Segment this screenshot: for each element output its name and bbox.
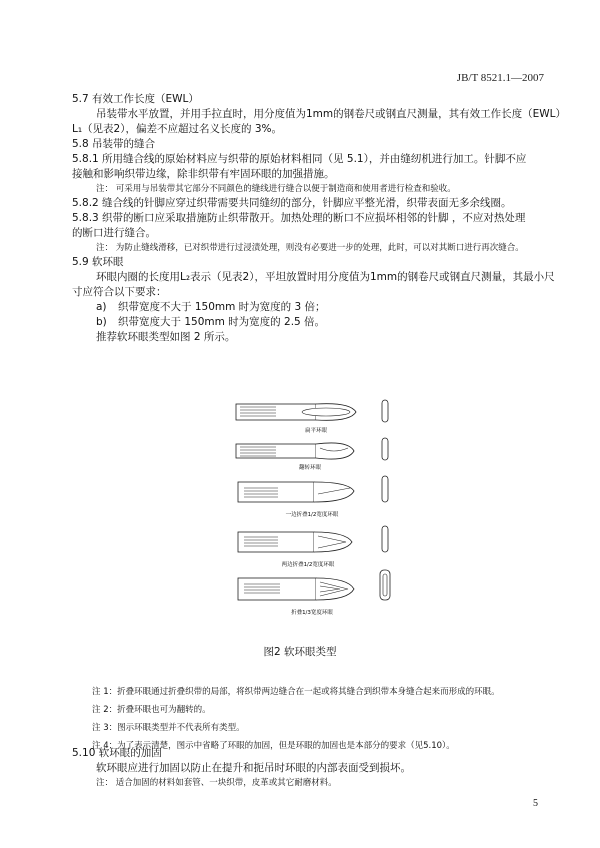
figure-note: 注 1：折叠环眼通过折叠织带的局部，将织带两边缝合在一起或将其缝合到织带本身缝合起来而形成的环眼。 — [92, 687, 500, 697]
figure-reference: 推荐软环眼类型如图 2 所示。 — [96, 331, 236, 343]
figure-note: 注 3：图示环眼类型并不代表所有类型。 — [92, 723, 245, 733]
list-item — [72, 315, 542, 330]
section-5-9-para-line1: 环眼内圈的长度用L₂表示（见表2），平坦放置时用分度值为1mm的钢卷尺或钢直尺测量，其最小尺 — [96, 271, 555, 283]
figure-label: 两边折叠1/2宽度环眼 — [281, 562, 335, 568]
section-5-10 — [72, 746, 411, 790]
clause-5-8-3-line2: 的断口进行缝合。 — [72, 227, 156, 239]
reverse-eye-diagram — [236, 438, 388, 471]
figure-notes — [92, 683, 500, 755]
clause-5-8-1-line1: 5.8.1 所用缝合线的原始材料应与织带的原始材料相同（见 5.1），并由缝纫机进行加工。针脚不应 — [72, 153, 527, 165]
clause-5-8-3-note: 注： 为防止缝线滑移，已对织带进行过浸渍处理，则没有必要进一步的处理，此时，可以对其断口进行再次缝合。 — [96, 243, 524, 253]
section-5-9-para-line2: 寸应符合以下要求： — [72, 286, 167, 298]
body-text — [72, 92, 567, 345]
figure-label: 折叠1/3宽度环眼 — [291, 610, 333, 616]
section-5-8-heading: 5.8 吊装带的缝合 — [72, 138, 156, 150]
two-side-fold-diagram — [238, 526, 388, 568]
section-5-10-note: 注： 适合加固的材料如套管、一块织带，皮革或其它耐磨材料。 — [96, 778, 337, 788]
figure-label: 扁平环眼 — [304, 428, 328, 434]
flat-eye-diagram — [236, 400, 388, 434]
clause-5-8-3-line1: 5.8.3 织带的断口应采取措施防止织带散开。加热处理的断口不应损坏相邻的针脚 ，不应对热处理 — [72, 212, 526, 224]
section-5-7-heading: 5.7 有效工作长度（EWL） — [72, 93, 199, 105]
section-5-7-para-line1: 吊装带水平放置，并用手拉直时，用分度值为1mm的钢卷尺或钢直尺测量，其有效工作长度（EWL） — [96, 108, 567, 120]
page-number: 5 — [533, 798, 538, 809]
figure-note: 注 2：折叠环眼也可为翻转的。 — [92, 705, 211, 715]
list-item — [72, 300, 542, 315]
figure-label: 翻转环眼 — [298, 465, 322, 471]
section-5-7-para-line2: L₁（见表2），偏差不应超过名义长度的 3%。 — [72, 123, 282, 135]
third-fold-diagram — [238, 570, 390, 616]
section-5-10-para: 软环眼应进行加固以防止在提升和扼吊时环眼的内部表面受到损坏。 — [96, 762, 411, 774]
list-item-mark: a) — [96, 301, 107, 313]
soft-eye-figure — [230, 398, 410, 618]
list-item-text: 织带宽度大于 150mm 时为宽度的 2.5 倍。 — [118, 316, 326, 328]
section-5-10-heading: 5.10 软环眼的加固 — [72, 747, 162, 759]
list-item-text: 织带宽度不大于 150mm 时为宽度的 3 倍； — [118, 301, 326, 313]
clause-5-8-1-note: 注： 可采用与吊装带其它部分不同颜色的缝线进行缝合以便于制造商和使用者进行检查和验收。 — [96, 184, 456, 194]
clause-5-8-2: 5.8.2 缝合线的针脚应穿过织带需要共同缝纫的部分，针脚应平整光滑，织带表面无多余线圈。 — [72, 197, 512, 209]
one-side-fold-diagram — [238, 476, 388, 518]
clause-5-8-1-line2: 接触和影响织带边缘，除非织带有牢固环眼的加强措施。 — [72, 168, 335, 180]
list-item-mark: b) — [96, 316, 107, 328]
figure-label: 一边折叠1/2宽度环眼 — [285, 512, 339, 518]
figure-note: 注 4：为了表示清楚，图示中省略了环眼的加固，但是环眼的加固也是本部分的要求（见5.10）。 — [92, 741, 455, 751]
standard-number: JB/T 8521.1—2007 — [456, 72, 544, 84]
section-5-9-heading: 5.9 软环眼 — [72, 256, 124, 268]
figure-caption: 图2 软环眼类型 — [263, 646, 337, 658]
